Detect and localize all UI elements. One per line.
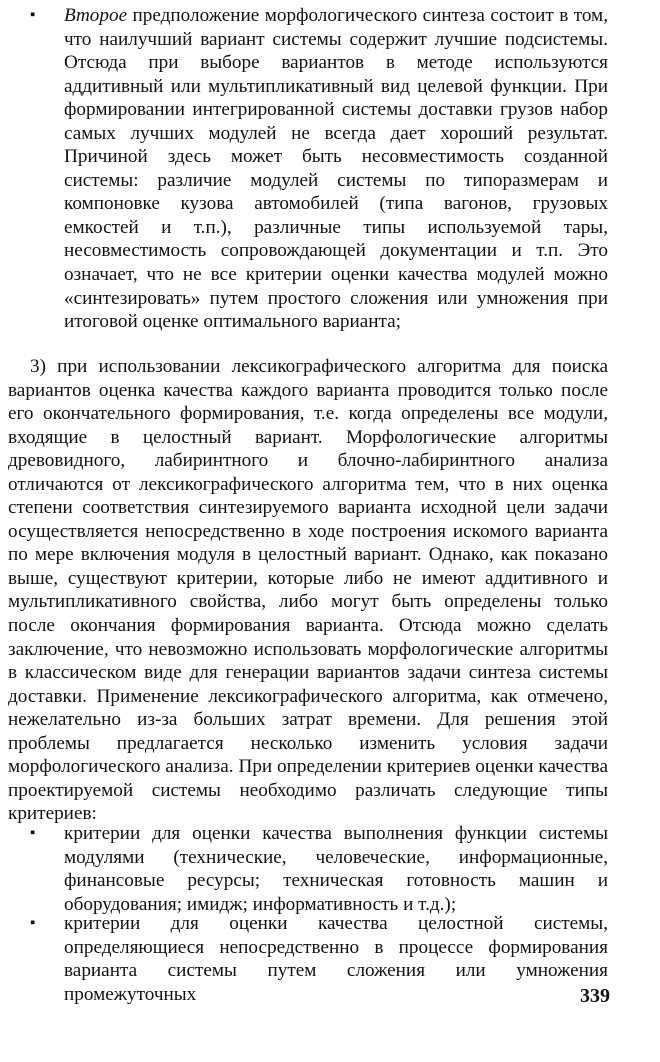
page-number: 339 [580,985,610,1007]
list-item [30,822,608,916]
list-item-text: критерии для оценки качества выполнения функции системы модулями (технические, человеческие, информационные, финансовые ресурсы; техническая готовность машин и оборудования; имидж; информативность и т.д.); [64,823,608,915]
list-item [30,912,608,1006]
paragraph: 3) при использовании лексикографического алгоритма для поиска вариантов оценка качества каждого варианта проводится только после его окончательного формирования, т.е. когда определены все модули, входящие в целостный вариант. Морфологические алгоритмы древовидного, лабиринтного и блочно-лабиринтного анализа отличаются от лексикографического алгоритма тем, что в них оценка степени соответствия синтезируемого варианта исходной цели задачи осуществляется непосредственно в ходе построения искомого варианта по мере включения модуля в целостный вариант. Однако, как показано выше, существуют критерии, которые либо не имеют аддитивного и мультипликативного свойства, либо могут быть определены только после окончания формирования варианта. Отсюда можно сделать заключение, что невозможно использовать морфологические алгоритмы в классическом виде для генерации вариантов задачи синтеза системы доставки. Применение лексикографического алгоритма, как отмечено, нежелательно из-за больших затрат времени. Для решения этой проблемы предлагается несколько изменить условия задачи морфологического анализа. При определении критериев оценки качества проектируемой системы необходимо различать следующие типы критериев: [8,356,608,825]
list-item-body: предположение морфологического синтеза состоит в том, что наилучший вариант системы содержит лучшие подсистемы. Отсюда при выборе вариантов в методе используются аддитивный или мультипликативный вид целевой функции. При формировании интегрированной системы доставки грузов набор самых лучших модулей не всегда дает хороший результат. Причиной здесь может быть несовместимость созданной системы: различие модулей системы по типоразмерам и компоновке кузова автомобилей (типа вагонов, грузовых емкостей и т.п.), различные типы используемой тары, несовместимость сопровождающей документации и т.п. Это означает, что не все критерии оценки качества модулей можно «синтезировать» путем простого сложения или умножения при итоговой оценке оптимального варианта; [64,5,608,333]
bullet-icon: ▪ [30,915,36,931]
list-item [30,4,608,334]
bullet-icon: ▪ [30,7,36,23]
list-item-text: критерии для оценки качества целостной системы, определяющиеся непосредственно в процессе формирования варианта системы путем сложения или умножения промежуточных [64,913,608,1005]
italic-lead-word: Второе [64,5,128,26]
list-item-text [64,4,608,334]
bullet-icon: ▪ [30,825,36,841]
